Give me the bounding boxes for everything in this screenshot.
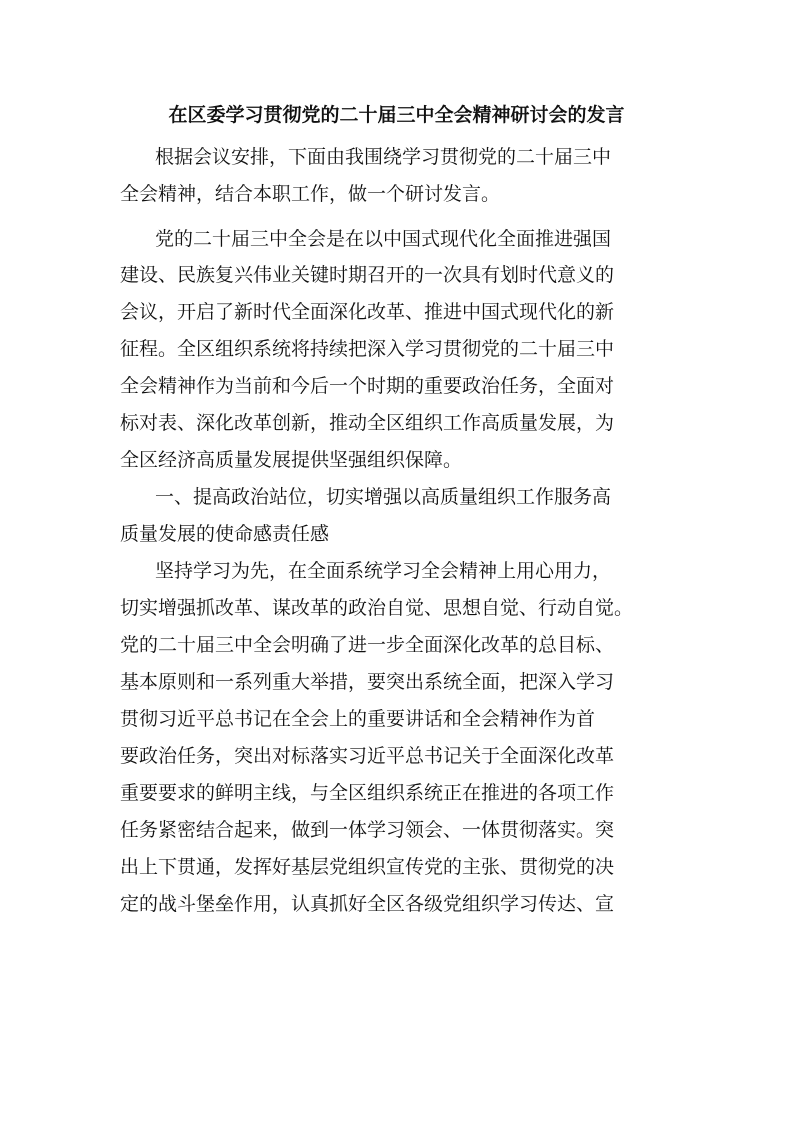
body-line: 全会精神作为当前和今后一个时期的重要政治任务，全面对 [120,375,615,397]
body-line: 会议，开启了新时代全面深化改革、推进中国式现代化的新 [120,301,615,323]
body-line: 贯彻习近平总书记在全会上的重要讲话和全会精神作为首 [120,708,596,730]
body-line: 坚持学习为先，在全面系统学习全会精神上用心用力， [155,560,612,582]
body-line: 出上下贯通，发挥好基层党组织宣传党的主张、贯彻党的决 [120,856,615,878]
body-line: 标对表、深化改革创新，推动全区组织工作高质量发展，为 [120,412,615,434]
body-line: 建设、民族复兴伟业关键时期召开的一次具有划时代意义的 [120,264,615,286]
body-line: 全区经济高质量发展提供坚强组织保障。 [120,449,463,471]
section-heading-line: 一、提高政治站位，切实增强以高质量组织工作服务高 [155,486,612,508]
body-line: 任务紧密结合起来，做到一体学习领会、一体贯彻落实。突 [120,819,615,841]
body-line: 基本原则和一系列重大举措，要突出系统全面，把深入学习 [120,671,615,693]
body-line: 征程。全区组织系统将持续把深入学习贯彻党的二十届三中 [120,338,615,360]
body-line: 要政治任务，突出对标落实习近平总书记关于全面深化改革 [120,745,615,767]
body-line: 党的二十届三中全会明确了进一步全面深化改革的总目标、 [120,634,615,656]
document-title: 在区委学习贯彻党的二十届三中全会精神研讨会的发言 [168,104,625,126]
body-line: 切实增强抓改革、谋改革的政治自觉、思想自觉、行动自觉。 [120,597,634,619]
body-line: 党的二十届三中全会是在以中国式现代化全面推进强国 [155,228,612,250]
section-heading-line: 质量发展的使命感责任感 [120,523,330,545]
body-line: 定的战斗堡垒作用，认真抓好全区各级党组织学习传达、宣 [120,893,615,915]
body-line: 根据会议安排，下面由我围绕学习贯彻党的二十届三中 [155,146,612,168]
body-line: 全会精神，结合本职工作，做一个研讨发言。 [120,183,501,205]
body-line: 重要要求的鲜明主线，与全区组织系统正在推进的各项工作 [120,782,615,804]
